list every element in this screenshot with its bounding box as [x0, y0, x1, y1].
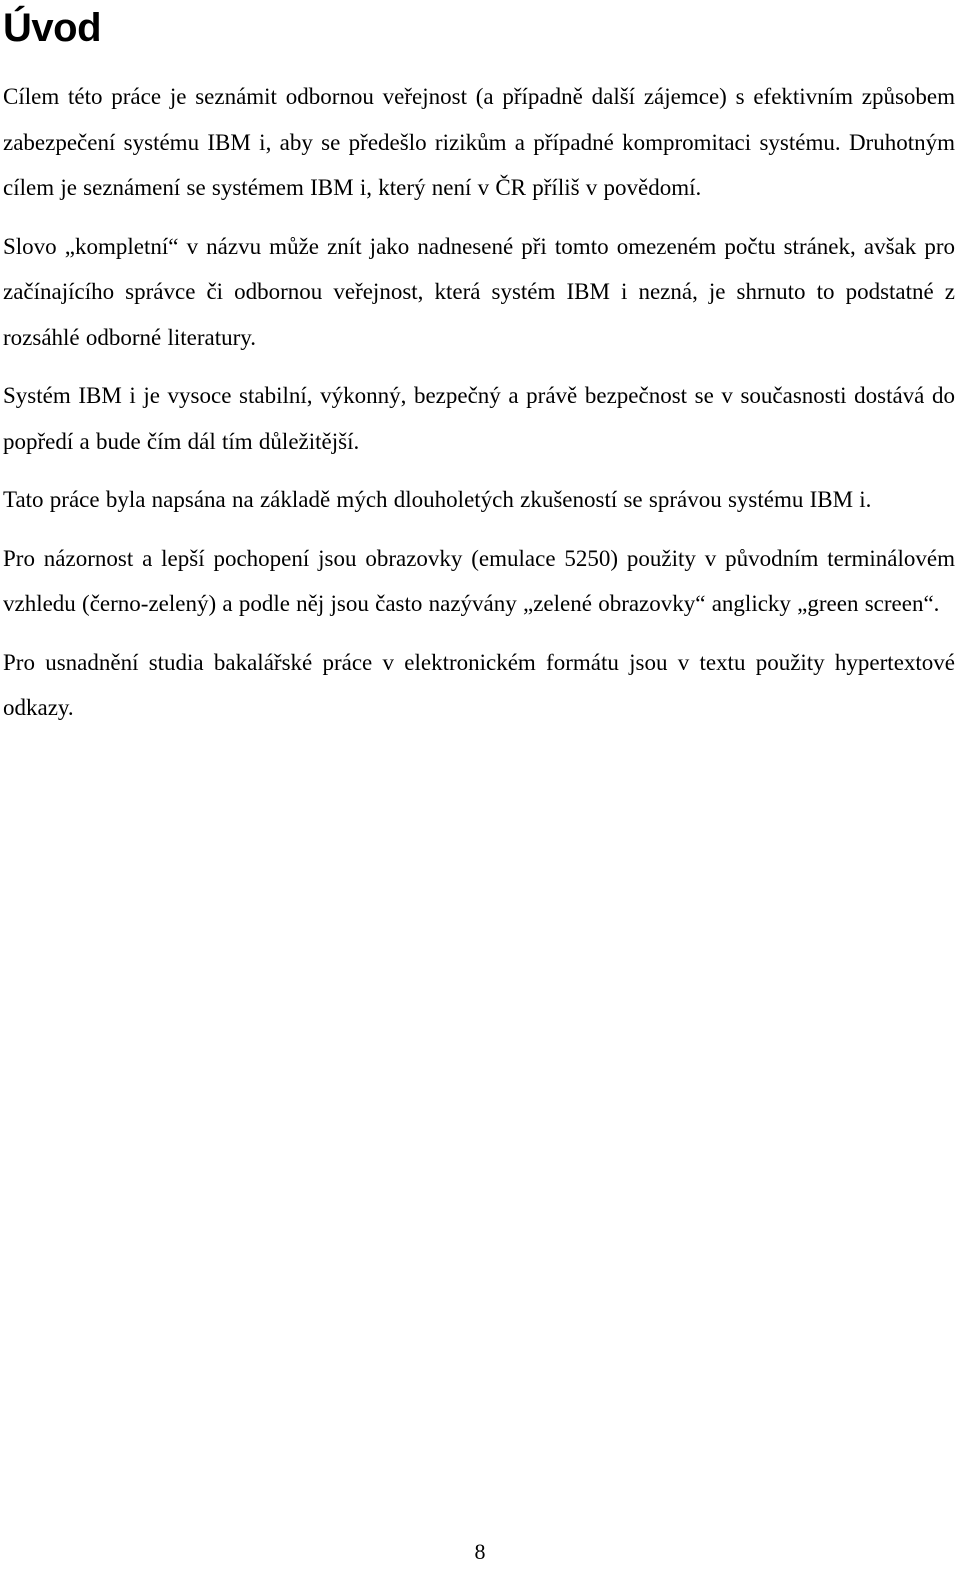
paragraph-title-note: Slovo „kompletní“ v názvu může znít jako nadnesené při tomto omezeném počtu stránek, avšak pro začínajícího správce či odbornou veřejnost, která systém IBM i nezná, je shrnuto to podstatné z rozsáhlé odborné literatury. [3, 233, 955, 350]
paragraph-screens: Pro názornost a lepší pochopení jsou obrazovky (emulace 5250) použity v původním terminálovém vzhledu (černo-zelený) a podle něj jsou často nazývány „zelené obrazovky“ anglicky „green screen“. [3, 545, 955, 616]
page-title: Úvod [3, 6, 101, 50]
paragraph-system: Systém IBM i je vysoce stabilní, výkonný, bezpečný a právě bezpečnost se v současnosti dostává do popředí a bude čím dál tím důležitější. [3, 383, 955, 454]
paragraph-goal: Cílem této práce je seznámit odbornou veřejnost (a případně další zájemce) s efektivním způsobem zabezpečení systému IBM i, aby se předešlo rizikům a případné kompromitaci systému. Druhotným cílem je seznámení se systémem IBM i, který není v ČR příliš v povědomí. [3, 84, 955, 200]
body-text [3, 74, 955, 744]
paragraph-links: Pro usnadnění studia bakalářské práce v elektronickém formátu jsou v textu použity hypertextové odkazy. [3, 649, 955, 720]
page-number: 8 [474, 1539, 486, 1564]
paragraph-experience: Tato práce byla napsána na základě mých dlouholetých zkušeností se správou systému IBM i. [3, 487, 872, 512]
